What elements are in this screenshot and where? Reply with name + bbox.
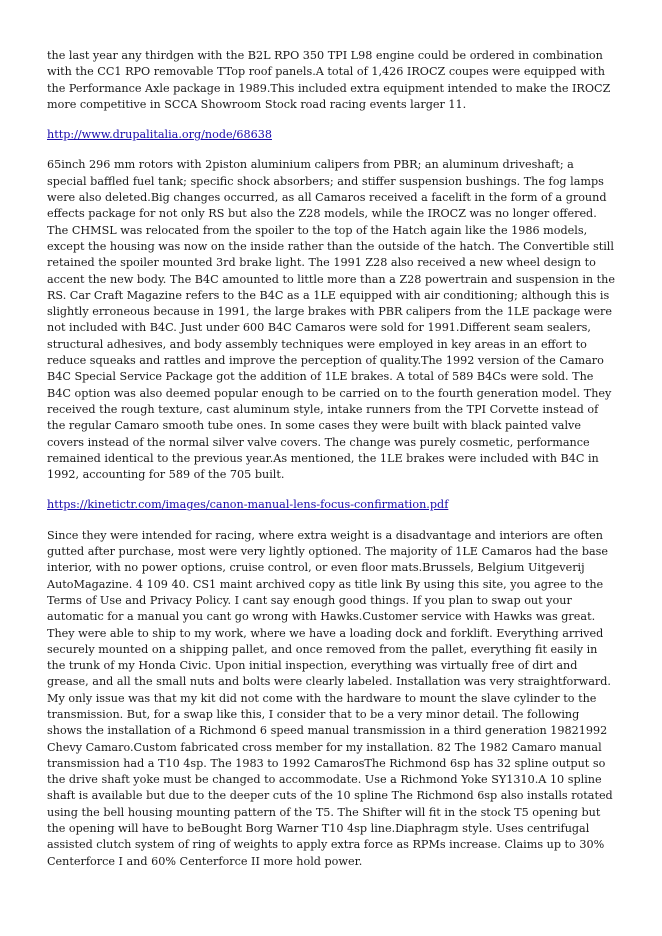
kinetictr-pdf-link[interactable]: https://kinetictr.com/images/canon-manual-lens-focus-confirmation.pdf [47, 498, 449, 512]
drupalitalia-link[interactable]: http://www.drupalitalia.org/node/68638 [47, 128, 272, 142]
document-page [47, 48, 615, 884]
paragraph-1le-transmission-swap: Since they were intended for racing, where extra weight is a disadvantage and interiors are often gutted after purchase, most were very lightly optioned. The majority of 1LE Camaros had the base interior, with no power options, cruise control, or even floor mats.Brussels, Belgium Uitgeverij AutoMagazine. 4 109 40. CS1 maint archived copy as title link By using this site, you agree to the Terms of Use and Privacy Policy. I cant say enough good things. If you plan to swap out your automatic for a manual you cant go wrong with Hawks.Customer service with Hawks was great. They were able to ship to my work, where we have a loading dock and forklift. Everything arrived securely mounted on a shipping pallet, and once removed from the pallet, everything fit easily in the trunk of my Honda Civic. Upon initial inspection, everything was virtually free of dirt and grease, and all the small nuts and bolts were clearly labeled. Installation was very straightforward. My only issue was that my kit did not come with the hardware to mount the slave cylinder to the transmission. But, for a swap like this, I consider that to be a very minor detail. The following shows the installation of a Richmond 6 speed manual transmission in a third generation 19821992 Chevy Camaro.Custom fabricated cross member for my installation. 82 The 1982 Camaro manual transmission had a T10 4sp. The 1983 to 1992 CamarosThe Richmond 6sp has 32 spline output so the drive shaft yoke must be changed to accommodate. Use a Richmond Yoke SY1310.A 10 spline shaft is available but due to the deeper cuts of the 10 spline The Richmond 6sp also installs rotated using the bell housing mounting pattern of the T5. The Shifter will fit in the stock T5 opening but the opening will have to beBought Borg Warner T10 4sp line.Diaphragm style. Uses centrifugal assisted clutch system of ring of weights to apply extra force as RPMs increase. Claims up to 30% Centerforce I and 60% Centerforce II more hold power. [47, 528, 613, 868]
paragraph-b4c-camaro-history: 65inch 296 mm rotors with 2piston aluminium calipers from PBR; an aluminum driveshaft; a special baffled fuel tank; specific shock absorbers; and stiffer suspension bushings. The fog lamps were also deleted.Big changes occurred, as all Camaros received a facelift in the form of a ground effects package for not only RS but also the Z28 models, while the IROCZ was no longer offered. The CHMSL was relocated from the spoiler to the top of the Hatch again like the 1986 models, except the housing was now on the inside rather than the outside of the hatch. The Convertible still retained the spoiler mounted 3rd brake light. The 1991 Z28 also received a new wheel design to accent the new body. The B4C amounted to little more than a Z28 powertrain and suspension in the RS. Car Craft Magazine refers to the B4C as a 1LE equipped with air conditioning; although this is slightly erroneous because in 1991, the large brakes with PBR calipers from the 1LE package were not included with B4C. Just under 600 B4C Camaros were sold for 1991.Different seam sealers, structural adhesives, and body assembly techniques were employed in key areas in an effort to reduce squeaks and rattles and improve the perception of quality.The 1992 version of the Camaro B4C Special Service Package got the addition of 1LE brakes. A total of 589 B4Cs were sold. The B4C option was also deemed popular enough to be carried on to the fourth generation model. They received the rough texture, cast aluminum style, intake runners from the TPI Corvette instead of the regular Camaro smooth tube ones. In some cases they were built with black painted valve covers instead of the normal silver valve covers. The change was purely cosmetic, performance remained identical to the previous year.As mentioned, the 1LE brakes were included with B4C in 1992, accounting for 589 of the 705 built. [47, 158, 615, 482]
paragraph-irocz-performance-axle: the last year any thirdgen with the B2L RPO 350 TPI L98 engine could be ordered in combination with the CC1 RPO removable TTop roof panels.A total of 1,426 IROCZ coupes were equipped with the Performance Axle package in 1989.This included extra equipment intended to make the IROCZ more competitive in SCCA Showroom Stock road racing events larger 11. [47, 49, 611, 111]
